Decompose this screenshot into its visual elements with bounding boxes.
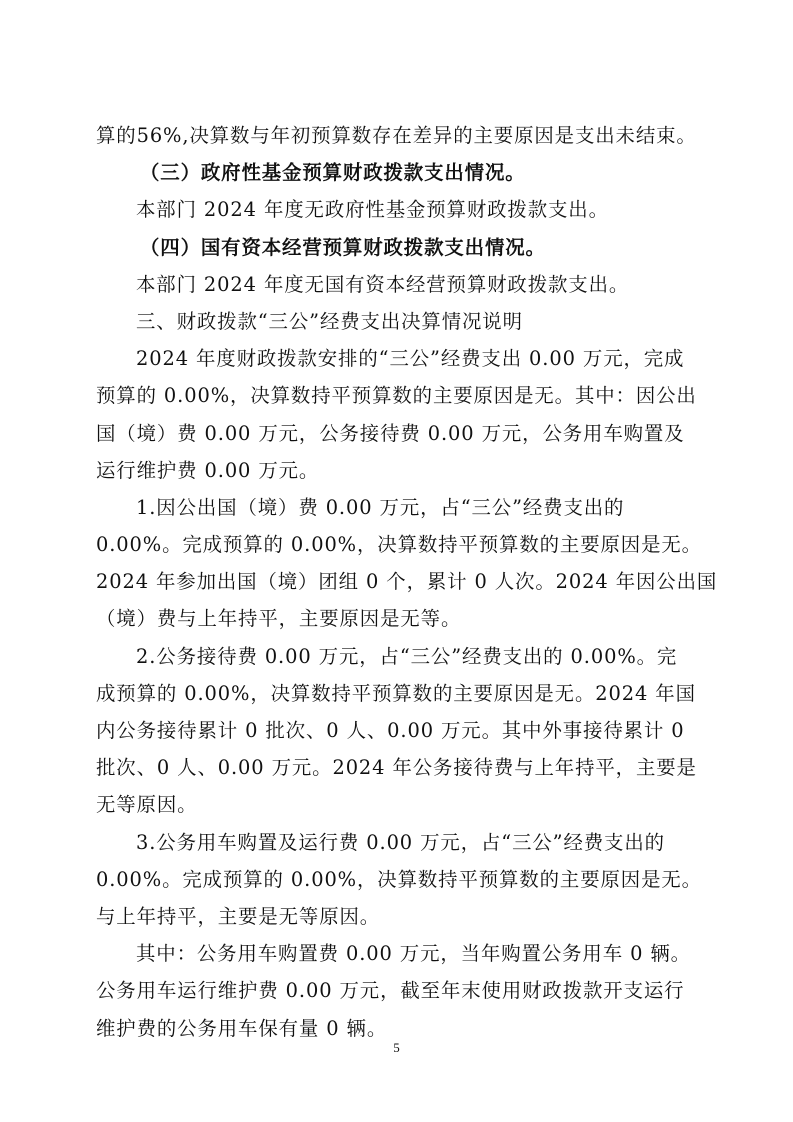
paragraph-line: 算的56%,决算数与年初预算数存在差异的主要原因是支出未结束。 bbox=[96, 124, 697, 147]
paragraph-line: 本部门 2024 年度无政府性基金预算财政拨款支出。 bbox=[136, 198, 609, 222]
paragraph-line: 3.公务用车购置及运行费 0.00 万元，占“三公”经费支出的 bbox=[136, 830, 665, 854]
paragraph-line: 0.00%。完成预算的 0.00%，决算数持平预算数的主要原因是无。 bbox=[96, 867, 702, 891]
paragraph-line: 公务用车运行维护费 0.00 万元，截至年末使用财政拨款开支运行 bbox=[96, 979, 685, 1003]
paragraph-line: （境）费与上年持平，主要原因是无等。 bbox=[96, 607, 462, 631]
paragraph-line: 与上年持平，主要是无等原因。 bbox=[96, 904, 381, 928]
paragraph-line: 2.公务接待费 0.00 万元，占“三公”经费支出的 0.00%。完 bbox=[136, 644, 678, 668]
paragraph-line: 成预算的 0.00%，决算数持平预算数的主要原因是无。2024 年国 bbox=[96, 681, 696, 705]
paragraph-line: 国（境）费 0.00 万元，公务接待费 0.00 万元，公务用车购置及 bbox=[96, 421, 685, 445]
paragraph-line: 预算的 0.00%，决算数持平预算数的主要原因是无。其中：因公出 bbox=[96, 384, 697, 408]
paragraph-line: 本部门 2024 年度无国有资本经营预算财政拨款支出。 bbox=[136, 272, 630, 296]
paragraph-line: 1.因公出国（境）费 0.00 万元，占“三公”经费支出的 bbox=[136, 495, 625, 519]
paragraph-line: 0.00%。完成预算的 0.00%，决算数持平预算数的主要原因是无。 bbox=[96, 533, 702, 557]
paragraph-line: 无等原因。 bbox=[96, 793, 198, 817]
paragraph-line: 批次、0 人、0.00 万元。2024 年公务接待费与上年持平，主要是 bbox=[96, 756, 697, 780]
paragraph-line: 2024 年度财政拨款安排的“三公”经费支出 0.00 万元，完成 bbox=[136, 347, 685, 371]
document-body bbox=[96, 117, 718, 1047]
paragraph-line: 内公务接待累计 0 批次、0 人、0.00 万元。其中外事接待累计 0 bbox=[96, 719, 685, 742]
paragraph-line: 其中：公务用车购置费 0.00 万元，当年购置公务用车 0 辆。 bbox=[136, 942, 691, 966]
paragraph-line: 运行维护费 0.00 万元。 bbox=[96, 458, 320, 482]
subheading-state-capital: （四）国有资本经营预算财政拨款支出情况。 bbox=[140, 235, 546, 259]
paragraph-line: 2024 年参加出国（境）团组 0 个，累计 0 人次。2024 年因公出国 bbox=[96, 570, 718, 594]
page-number: 5 bbox=[393, 1040, 400, 1055]
subheading-government-fund: （三）政府性基金预算财政拨款支出情况。 bbox=[140, 161, 526, 185]
section-heading-three-public: 三、财政拨款“三公”经费支出决算情况说明 bbox=[136, 309, 523, 333]
paragraph-line: 维护费的公务用车保有量 0 辆。 bbox=[96, 1016, 388, 1040]
